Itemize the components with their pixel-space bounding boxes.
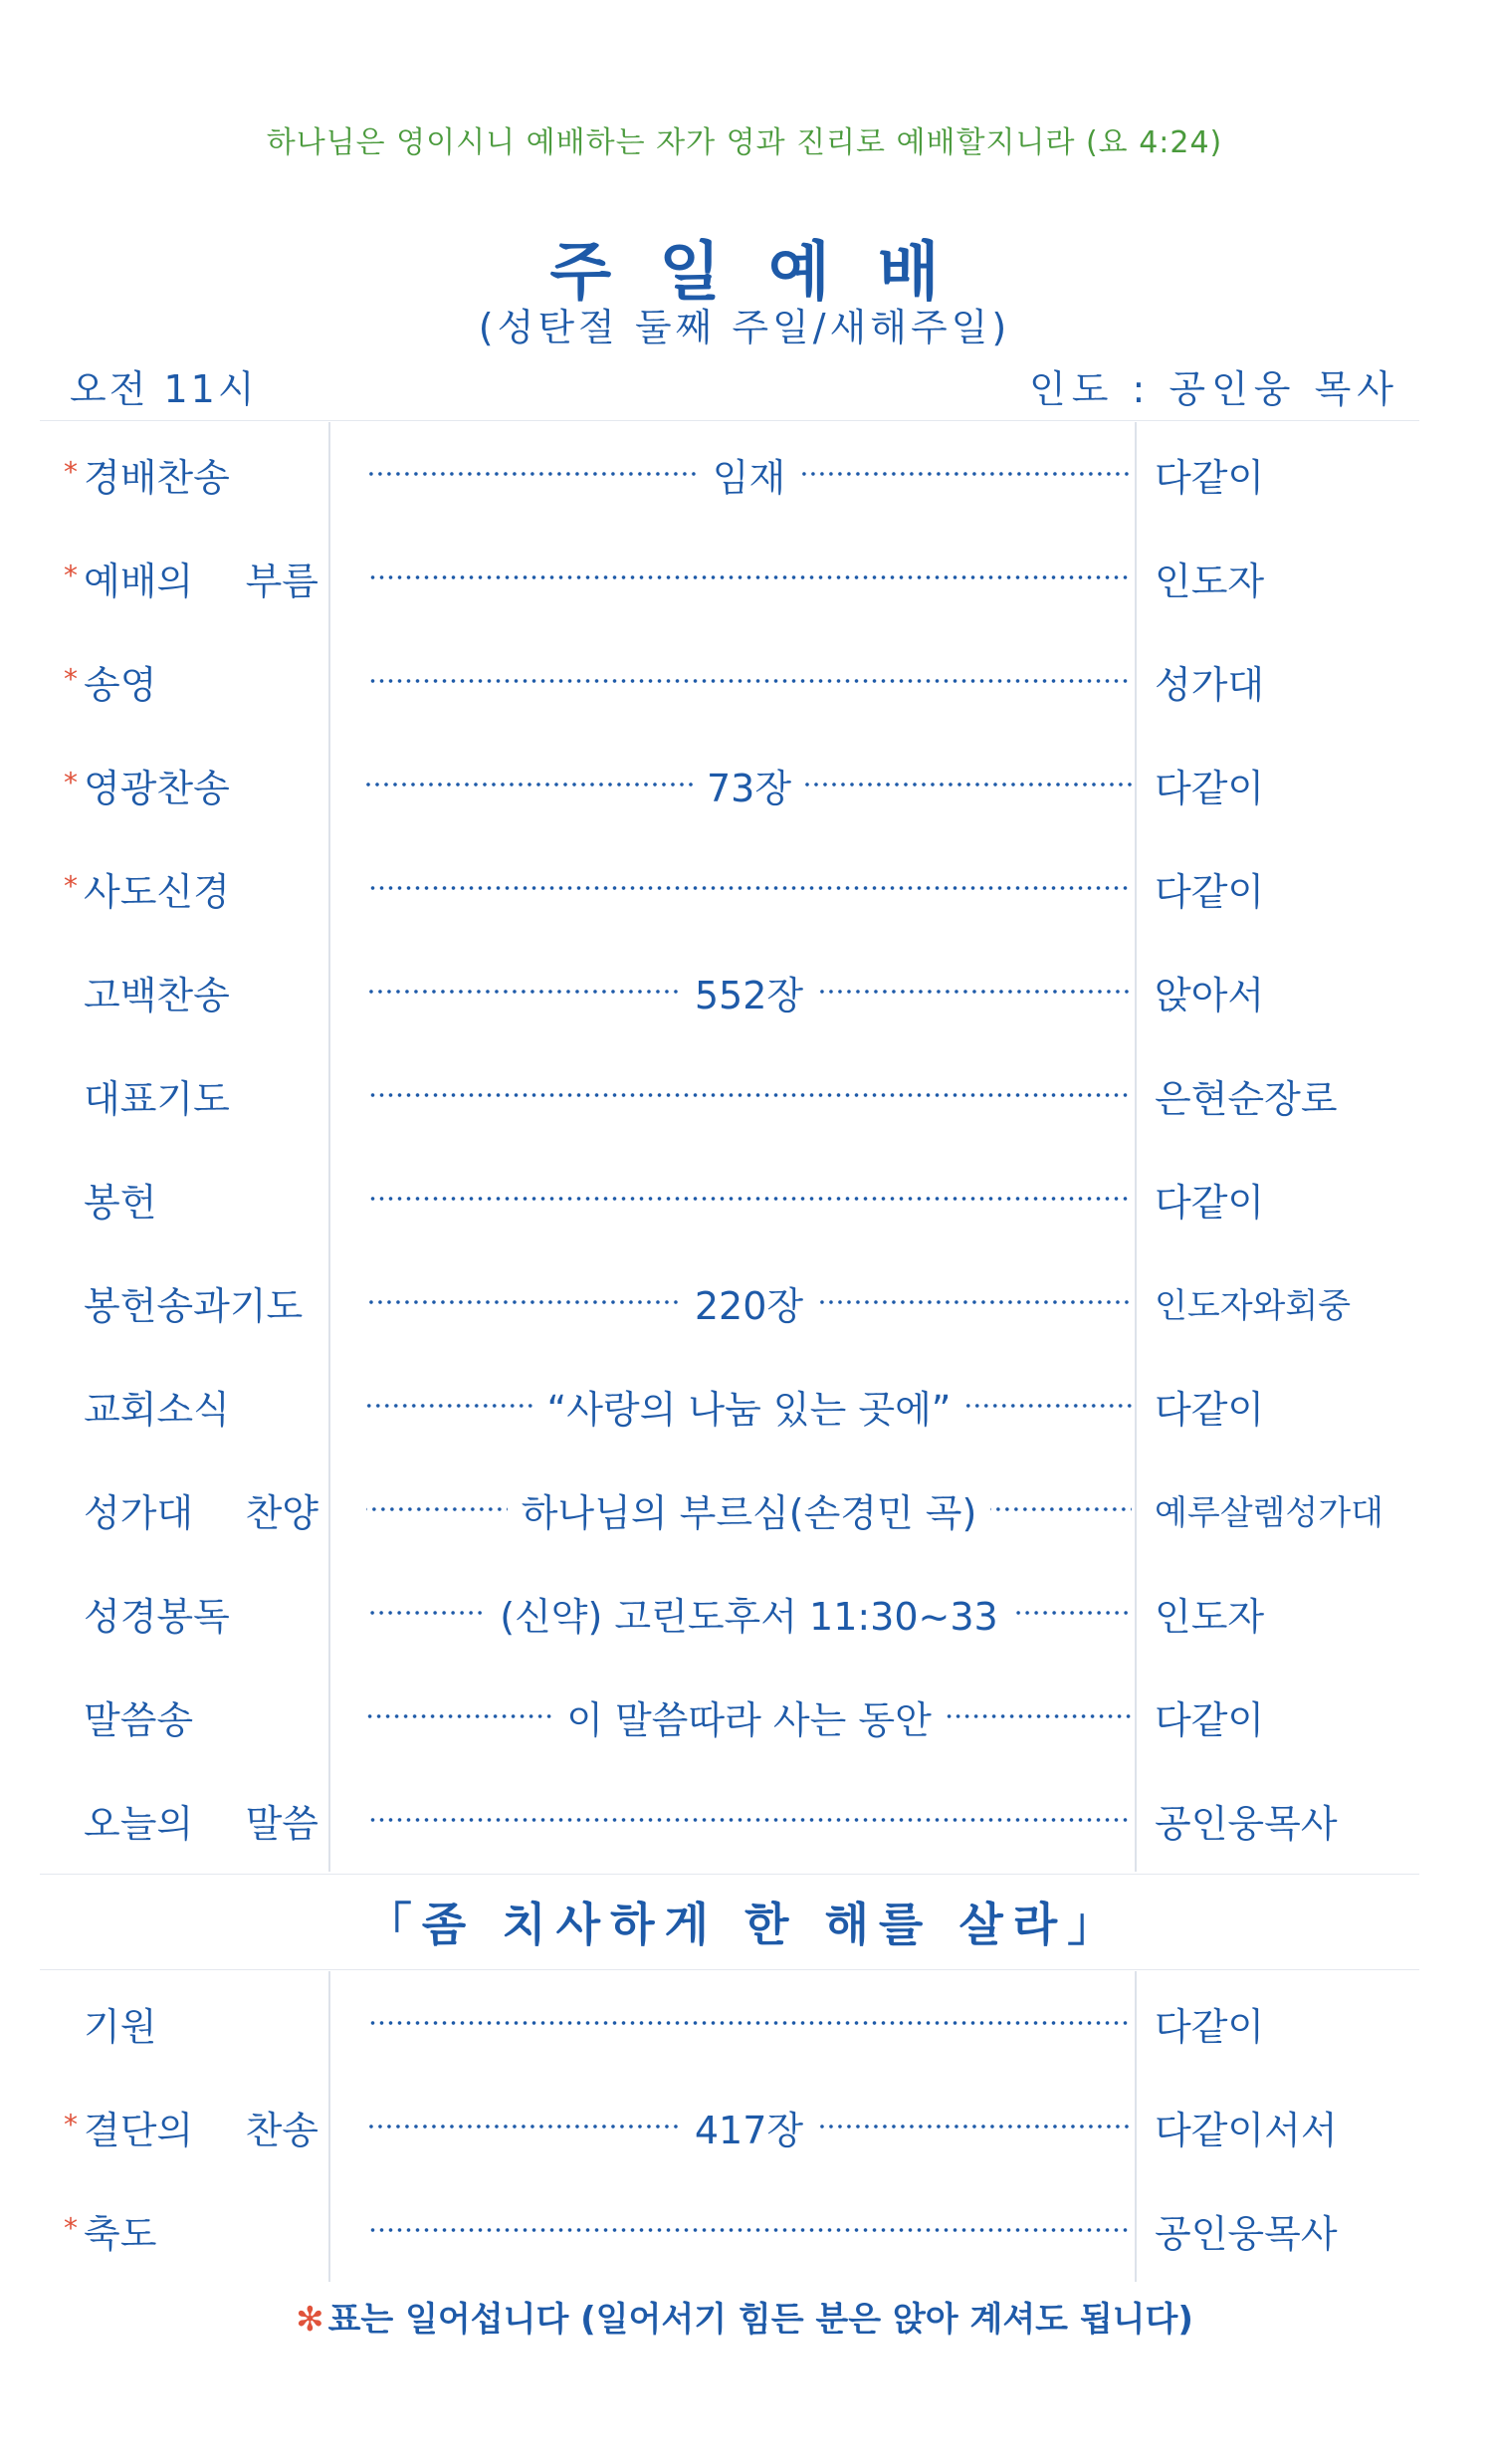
order-item-name [40, 2100, 328, 2154]
order-of-worship-closing [40, 1971, 1419, 2282]
order-item-detail-text: (신약) 고린도후서 11:30~33 [500, 1594, 998, 1639]
service-leader: 인도 : 공인웅 목사 [1029, 367, 1399, 411]
order-item-detail [358, 2075, 1140, 2178]
order-item-label: 성경봉독 [84, 1594, 230, 1639]
order-item [40, 836, 1419, 940]
order-item-performer: 다같이 [1155, 869, 1265, 914]
dot-leader [817, 990, 1132, 994]
order-item-performer: 은현순장로 [1155, 1076, 1338, 1121]
order-item [40, 2075, 1419, 2178]
order-item-detail [358, 1457, 1140, 1561]
order-item-detail [358, 1147, 1140, 1250]
divider [40, 1969, 1419, 1970]
order-item-performer: 인도자와회중 [1155, 1285, 1352, 1326]
order-item-performer: 예루살렘성가대 [1155, 1492, 1383, 1533]
order-item [40, 1561, 1419, 1665]
order-item-detail [358, 526, 1140, 629]
standing-asterisk-icon: * [64, 662, 78, 696]
order-item-label: 봉헌 [84, 1180, 157, 1225]
order-item-label: 경배찬송 [84, 455, 230, 500]
order-item-detail [358, 422, 1140, 526]
order-item [40, 1665, 1419, 1768]
order-item-detail [358, 1561, 1140, 1665]
dot-leader [366, 1818, 1132, 1822]
page-title: 주일예배 [549, 236, 987, 310]
dot-leader [805, 783, 1132, 786]
order-item-performer: 다같이 [1155, 1180, 1265, 1225]
order-item-detail [358, 940, 1140, 1043]
order-item-name [40, 2203, 328, 2258]
dot-leader [366, 2021, 1132, 2025]
dot-leader [366, 886, 1132, 890]
dot-leader [366, 1093, 1132, 1097]
order-item-name [40, 965, 328, 1019]
order-item [40, 1971, 1419, 2075]
order-item-performer: 인도자 [1155, 559, 1265, 603]
order-item-name [40, 1793, 328, 1848]
order-item-detail [358, 1354, 1140, 1457]
order-item-performer: 인도자 [1155, 1594, 1265, 1639]
order-item-name [40, 1586, 328, 1641]
order-item-performer: 다같이 [1155, 2004, 1265, 2049]
order-item [40, 733, 1419, 836]
order-item-detail [358, 733, 1140, 836]
order-item-performer: 성가대 [1155, 662, 1265, 707]
order-item-label: 말씀송 [84, 1697, 194, 1742]
order-item-label: 봉헌송과기도 [84, 1283, 304, 1328]
order-item-performer: 다같이 [1155, 455, 1265, 500]
service-time: 오전 11시 [70, 367, 258, 411]
standing-note [0, 2292, 1489, 2341]
page-subtitle: (성탄절 둘째 주일/새해주일) [478, 306, 1011, 349]
standing-asterisk-icon: * [64, 766, 78, 799]
order-item-label: 고백찬송 [84, 973, 230, 1017]
order-item-detail-text: 73장 [706, 766, 792, 810]
order-item-performer: 앉아서 [1155, 973, 1265, 1017]
dot-leader [799, 472, 1132, 476]
order-item-label: 송영 [84, 662, 157, 707]
dot-leader [366, 2228, 1132, 2232]
dot-leader [1012, 1611, 1132, 1615]
order-item-label: 영광찬송 [84, 766, 230, 810]
order-item-detail-text: 하나님의 부르심(손경민 곡) [521, 1490, 977, 1535]
standing-asterisk-icon: * [64, 455, 78, 489]
order-item-name [40, 654, 328, 709]
order-item-detail [358, 1043, 1140, 1147]
order-item [40, 1354, 1419, 1457]
order-item-label: 교회소식 [84, 1387, 230, 1432]
order-item-detail-text: 임재 [712, 455, 786, 500]
order-item [40, 1457, 1419, 1561]
order-item-detail [358, 1665, 1140, 1768]
order-item-detail [358, 629, 1140, 733]
order-item-detail-text: 220장 [694, 1283, 804, 1328]
order-item-detail-text: “사랑의 나눔 있는 곳에” [546, 1387, 952, 1432]
order-item [40, 1043, 1419, 1147]
order-item [40, 940, 1419, 1043]
dot-leader [366, 575, 1132, 579]
standing-asterisk-icon: * [64, 2108, 78, 2141]
order-item-name [40, 1482, 328, 1537]
order-item-detail-text: 417장 [694, 2108, 804, 2152]
dot-leader [366, 1300, 681, 1304]
order-item [40, 422, 1419, 526]
dot-leader [366, 1714, 552, 1718]
order-item [40, 1768, 1419, 1872]
order-item-name [40, 861, 328, 916]
asterisk-icon: ✻ [296, 2300, 324, 2340]
order-of-worship-main [40, 422, 1419, 1872]
order-item [40, 629, 1419, 733]
order-item-detail [358, 2178, 1140, 2282]
dot-leader [366, 1404, 533, 1408]
order-item [40, 526, 1419, 629]
dot-leader [366, 990, 681, 994]
order-item-performer: 다같이 [1155, 1697, 1265, 1742]
dot-leader [366, 2125, 681, 2128]
order-item-name [40, 1379, 328, 1434]
order-item-label: 예배의 부름 [84, 559, 319, 603]
order-item-name [40, 1689, 328, 1744]
dot-leader [366, 1611, 486, 1615]
standing-asterisk-icon: * [64, 559, 78, 592]
order-item-performer: 다같이 [1155, 766, 1265, 810]
order-item-name [40, 758, 328, 812]
standing-note-text: 표는 일어섭니다 (일어서기 힘든 분은 앉아 계셔도 됩니다) [327, 2300, 1193, 2340]
order-item-detail-text: 552장 [694, 973, 804, 1017]
divider [40, 420, 1419, 421]
order-item-name [40, 1996, 328, 2051]
dot-leader [366, 472, 699, 476]
order-item-label: 사도신경 [84, 869, 230, 914]
order-item-performer: 다같이 [1155, 1387, 1265, 1432]
dot-leader [965, 1404, 1133, 1408]
order-item-label: 대표기도 [84, 1076, 230, 1121]
order-item-detail [358, 1971, 1140, 2075]
order-item [40, 1250, 1419, 1354]
standing-asterisk-icon: * [64, 869, 78, 903]
dot-leader [366, 1507, 508, 1511]
order-item-performer: 다같이서서 [1155, 2108, 1338, 2152]
dot-leader [817, 2125, 1132, 2128]
order-item-name [40, 1275, 328, 1330]
order-item-detail [358, 1768, 1140, 1872]
order-item-detail [358, 836, 1140, 940]
dot-leader [990, 1507, 1132, 1511]
order-item-label: 오늘의 말씀 [84, 1801, 319, 1846]
sermon-title: 「좀 치사하게 한 해를 살라」 [365, 1898, 1124, 1951]
order-item-name [40, 1068, 328, 1123]
order-item-detail [358, 1250, 1140, 1354]
order-item-name [40, 551, 328, 605]
order-item-name [40, 447, 328, 502]
order-item-label: 성가대 찬양 [84, 1490, 319, 1535]
dot-leader [366, 783, 693, 786]
dot-leader [366, 1197, 1132, 1201]
dot-leader [366, 679, 1132, 683]
dot-leader [817, 1300, 1132, 1304]
order-item-label: 축도 [84, 2211, 157, 2256]
dot-leader [946, 1714, 1132, 1718]
order-item-performer: 공인웅목사 [1155, 1801, 1338, 1846]
order-item-performer: 공인웅목사 [1155, 2211, 1338, 2256]
order-item-label: 기원 [84, 2004, 157, 2049]
order-item-name [40, 1172, 328, 1227]
scripture-verse: 하나님은 영이시니 예배하는 자가 영과 진리로 예배할지니라 (요 4:24) [266, 125, 1223, 160]
order-item [40, 2178, 1419, 2282]
order-item-label: 결단의 찬송 [84, 2108, 319, 2152]
standing-asterisk-icon: * [64, 2211, 78, 2245]
order-item-detail-text: 이 말씀따라 사는 동안 [566, 1697, 932, 1742]
order-item [40, 1147, 1419, 1250]
divider [40, 1874, 1419, 1875]
